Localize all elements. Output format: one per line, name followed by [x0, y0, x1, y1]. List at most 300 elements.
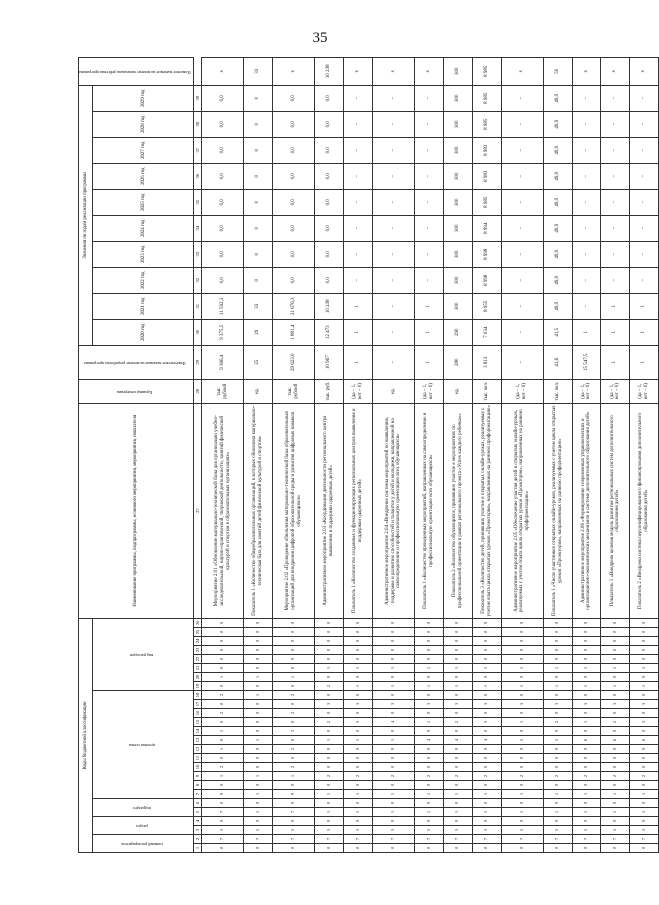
- units-cell: (да – 1, нет – 0): [601, 379, 630, 403]
- table-row: [315, 57, 344, 852]
- code-digit-cell: 0: [443, 709, 472, 718]
- code-digit-cell: 7: [501, 835, 543, 844]
- column-number: 25: [194, 628, 202, 637]
- year-value-cell: 1: [601, 319, 630, 345]
- code-digit-cell: 0: [415, 673, 444, 682]
- code-digit-cell: 0: [572, 799, 601, 808]
- code-digit-cell: 0: [315, 673, 344, 682]
- code-digit-cell: 0: [572, 817, 601, 826]
- code-digit-cell: 1: [601, 808, 630, 817]
- year-value-cell: –: [501, 319, 543, 345]
- code-digit-cell: 1: [572, 664, 601, 673]
- code-digit-cell: 1: [202, 772, 244, 781]
- code-digit-cell: 0: [501, 799, 543, 808]
- year-value-cell: –: [630, 137, 659, 163]
- column-number: 6: [194, 799, 202, 808]
- column-number: 20: [194, 673, 202, 682]
- code-digit-cell: 0: [273, 781, 315, 790]
- code-digit-cell: 0: [415, 709, 444, 718]
- column-number: 5: [194, 808, 202, 817]
- code-digit-cell: 1: [601, 664, 630, 673]
- code-digit-cell: 0: [501, 754, 543, 763]
- code-digit-cell: 5: [372, 826, 414, 835]
- year-value-cell: 0,0: [273, 267, 315, 293]
- table-row: [630, 57, 659, 852]
- code-digit-cell: 0: [630, 745, 659, 754]
- column-number: 32: [194, 267, 202, 293]
- code-digit-cell: 2: [415, 772, 444, 781]
- column-number: 7: [194, 790, 202, 799]
- year-value-cell: –: [344, 267, 373, 293]
- code-digit-cell: 7: [601, 835, 630, 844]
- code-digit-cell: 0: [344, 618, 373, 627]
- year-value-cell: –: [501, 85, 543, 111]
- code-digit-cell: 0: [601, 637, 630, 646]
- code-digit-cell: 7: [202, 808, 244, 817]
- code-digit-cell: 4: [372, 718, 414, 727]
- code-digit-cell: 0: [443, 763, 472, 772]
- code-digit-cell: 1: [315, 664, 344, 673]
- year-value-cell: –: [501, 163, 543, 189]
- column-number: 39: [194, 85, 202, 111]
- year-value-cell: 1: [415, 319, 444, 345]
- code-digit-cell: 2: [543, 772, 572, 781]
- code-digit-cell: 0: [372, 844, 414, 853]
- item-name-cell: Показатель 1 «Число участников открытых онлайн-уроков, реализуемых с учетом цикла открытых уроков «Проектория», направленных на раннюю профориентацию»: [543, 403, 572, 618]
- year-value-cell: –: [572, 111, 601, 137]
- code-digit-cell: 3: [572, 700, 601, 709]
- code-digit-cell: 0: [501, 781, 543, 790]
- code-digit-cell: 0: [344, 709, 373, 718]
- year-value-cell: –: [344, 215, 373, 241]
- code-digit-cell: 3: [372, 700, 414, 709]
- units-cell: ед.: [244, 379, 273, 403]
- code-digit-cell: 0: [501, 646, 543, 655]
- code-digit-cell: 0: [372, 763, 414, 772]
- item-name-cell: Показатель 1 «Количество созданных и функционирующих региональных центров выявления и поддержки одаренных детей»: [344, 403, 373, 618]
- code-digit-cell: 0: [273, 844, 315, 853]
- year-header: 2027 год: [93, 137, 194, 163]
- code-digit-cell: 0: [630, 817, 659, 826]
- column-number: 11: [194, 754, 202, 763]
- year-value-cell: –: [344, 241, 373, 267]
- code-digit-cell: 1: [472, 790, 501, 799]
- code-digit-cell: 0: [244, 646, 273, 655]
- code-digit-cell: 0: [244, 763, 273, 772]
- table-row: [572, 57, 601, 852]
- code-digit-cell: 1: [244, 736, 273, 745]
- code-digit-cell: 2: [315, 772, 344, 781]
- year-value-cell: 0,0: [202, 137, 244, 163]
- code-digit-cell: 1: [202, 727, 244, 736]
- code-digit-cell: 0: [202, 718, 244, 727]
- code-digit-cell: 1: [344, 790, 373, 799]
- code-digit-cell: 1: [244, 808, 273, 817]
- code-digit-cell: 1: [601, 682, 630, 691]
- code-digit-cell: 9: [202, 790, 244, 799]
- code-digit-cell: 7: [543, 835, 572, 844]
- year-value-cell: 29: [244, 319, 273, 345]
- code-digit-cell: 0: [344, 727, 373, 736]
- code-digit-cell: 0: [472, 628, 501, 637]
- final-value-cell: 300: [443, 57, 472, 85]
- year-value-cell: –: [630, 111, 659, 137]
- year-value-cell: 300: [443, 85, 472, 111]
- code-digit-cell: 0: [415, 763, 444, 772]
- year-value-cell: 0: [244, 137, 273, 163]
- column-number: 19: [194, 682, 202, 691]
- units-column-header: Единица измерения: [79, 379, 194, 403]
- code-digit-cell: 0: [630, 709, 659, 718]
- budget-codes-header: Коды бюджетной классификации: [79, 618, 93, 852]
- code-digit-cell: 0: [630, 727, 659, 736]
- page-number: 35: [312, 30, 328, 46]
- code-digit-cell: 3: [273, 727, 315, 736]
- code-digit-cell: 0: [501, 637, 543, 646]
- code-digit-cell: 5: [601, 826, 630, 835]
- code-digit-cell: 0: [315, 745, 344, 754]
- code-digit-cell: 1: [572, 718, 601, 727]
- year-value-cell: 0: [244, 189, 273, 215]
- code-digit-cell: 0: [572, 618, 601, 627]
- year-value-cell: 0: [244, 215, 273, 241]
- base-cell: –: [372, 345, 414, 379]
- code-digit-cell: 2: [630, 772, 659, 781]
- code-digit-cell: 0: [372, 673, 414, 682]
- column-number: 3: [194, 826, 202, 835]
- table-row: [344, 57, 373, 852]
- code-digit-cell: 0: [501, 727, 543, 736]
- year-value-cell: 0,0: [273, 189, 315, 215]
- year-value-cell: –: [630, 163, 659, 189]
- code-digit-cell: 1: [415, 718, 444, 727]
- code-digit-cell: 6: [601, 736, 630, 745]
- year-value-cell: –: [572, 137, 601, 163]
- code-digit-cell: 0: [443, 691, 472, 700]
- item-name-cell: Показатель 1 «Внедрена целевая модель развития региональных систем дополнительного образования детей»: [601, 403, 630, 618]
- code-digit-cell: 0: [415, 646, 444, 655]
- column-number: 24: [194, 637, 202, 646]
- item-name-cell: Мероприятие 2.01 «Обновление материально-технической базы для организации учебно-исследовательской, научно-практической, творческой деятельности, занятий физической культурой и спортом в образовательных организациях»: [202, 403, 244, 618]
- code-digit-cell: 0: [244, 618, 273, 627]
- year-value-cell: 49,9: [543, 85, 572, 111]
- code-digit-cell: 0: [344, 844, 373, 853]
- code-digit-cell: 0: [244, 817, 273, 826]
- code-digit-cell: 0: [372, 727, 414, 736]
- year-value-cell: 8 983: [472, 137, 501, 163]
- final-value-cell: х: [572, 57, 601, 85]
- code-digit-cell: 3: [543, 700, 572, 709]
- code-digit-cell: 0: [372, 754, 414, 763]
- code-subheader: раздел: [93, 817, 194, 835]
- item-name-cell: Административное мероприятие 2.06 «Формирование современных управленческих и организационно-экономических механизмов в системе дополнительного образования детей»: [572, 403, 601, 618]
- code-digit-cell: 0: [472, 781, 501, 790]
- code-digit-cell: 0: [443, 799, 472, 808]
- units-cell: ед.: [372, 379, 414, 403]
- year-value-cell: 0,0: [315, 111, 344, 137]
- units-cell: тыс. чел.: [472, 379, 501, 403]
- final-value-cell: х: [415, 57, 444, 85]
- year-value-cell: –: [372, 215, 414, 241]
- code-digit-cell: 2: [273, 709, 315, 718]
- code-digit-cell: 0: [601, 618, 630, 627]
- column-number: 36: [194, 163, 202, 189]
- year-value-cell: 0,0: [273, 163, 315, 189]
- year-value-cell: –: [501, 215, 543, 241]
- column-number: 17: [194, 700, 202, 709]
- year-value-cell: 300: [443, 137, 472, 163]
- code-digit-cell: 0: [572, 754, 601, 763]
- code-digit-cell: 0: [315, 799, 344, 808]
- column-number: 9: [194, 772, 202, 781]
- base-cell: 25: [244, 345, 273, 379]
- column-number: 1: [194, 844, 202, 853]
- code-digit-cell: 6: [630, 736, 659, 745]
- code-digit-cell: 0: [315, 709, 344, 718]
- year-value-cell: –: [372, 111, 414, 137]
- code-digit-cell: 0: [472, 637, 501, 646]
- code-digit-cell: 1: [415, 664, 444, 673]
- year-value-cell: 7 034: [472, 319, 501, 345]
- code-digit-cell: 0: [202, 664, 244, 673]
- item-name-cell: Показатель 2 «Внедрена система персонифицированного финансирования дополнительного образования детей»: [630, 403, 659, 618]
- year-value-cell: 0,0: [273, 85, 315, 111]
- code-digit-cell: 0: [543, 618, 572, 627]
- code-digit-cell: 0: [315, 781, 344, 790]
- year-value-cell: 41,5: [543, 319, 572, 345]
- final-value-cell: х: [202, 57, 244, 85]
- code-subheader: вид расходов: [93, 618, 194, 690]
- code-digit-cell: 3: [344, 700, 373, 709]
- year-value-cell: –: [501, 111, 543, 137]
- code-digit-cell: 1: [244, 772, 273, 781]
- year-value-cell: 49,9: [543, 241, 572, 267]
- code-digit-cell: 0: [244, 799, 273, 808]
- code-digit-cell: 0: [601, 745, 630, 754]
- year-value-cell: 0: [244, 85, 273, 111]
- final-value-cell: х: [273, 57, 315, 85]
- year-value-cell: 1 881,4: [273, 319, 315, 345]
- item-name-cell: Административное мероприятие 2.05 «Обеспечение участия детей в открытых онлайн-уроках, реализуемых с учетом опыта цикла открытых уроков «Проектория», направленных на раннюю профориентацию»: [501, 403, 543, 618]
- code-digit-cell: 0: [344, 628, 373, 637]
- code-digit-cell: 0: [372, 637, 414, 646]
- code-digit-cell: 3: [344, 718, 373, 727]
- code-digit-cell: 0: [601, 844, 630, 853]
- code-digit-cell: 0: [572, 691, 601, 700]
- code-digit-cell: 0: [501, 673, 543, 682]
- code-digit-cell: 0: [443, 817, 472, 826]
- code-digit-cell: 0: [601, 781, 630, 790]
- code-digit-cell: 7: [202, 835, 244, 844]
- year-header: 2029 год: [93, 85, 194, 111]
- year-value-cell: 49,9: [543, 137, 572, 163]
- year-value-cell: 8 983: [472, 163, 501, 189]
- code-digit-cell: 2: [443, 718, 472, 727]
- year-value-cell: 0,0: [202, 163, 244, 189]
- year-value-cell: –: [372, 319, 414, 345]
- code-digit-cell: 0: [501, 618, 543, 627]
- code-digit-cell: 1: [344, 682, 373, 691]
- year-value-cell: 0,0: [315, 267, 344, 293]
- code-digit-cell: 0: [472, 763, 501, 772]
- column-number: 35: [194, 189, 202, 215]
- table-row: [202, 57, 244, 852]
- units-cell: тыс. руб.: [315, 379, 344, 403]
- code-digit-cell: 3: [443, 700, 472, 709]
- base-cell: 15 547,5: [572, 345, 601, 379]
- code-digit-cell: 1: [601, 790, 630, 799]
- code-digit-cell: 0: [372, 618, 414, 627]
- base-cell: 9 366,4: [202, 345, 244, 379]
- column-number: 22: [194, 655, 202, 664]
- code-digit-cell: 0: [273, 637, 315, 646]
- table-row: [543, 57, 572, 852]
- code-subheader: главный распорядитель: [93, 835, 194, 853]
- final-value-cell: х: [344, 57, 373, 85]
- code-digit-cell: 1: [372, 790, 414, 799]
- code-digit-cell: 0: [630, 628, 659, 637]
- year-value-cell: 300: [443, 293, 472, 319]
- code-digit-cell: 0: [543, 646, 572, 655]
- year-value-cell: –: [372, 189, 414, 215]
- code-digit-cell: 1: [443, 682, 472, 691]
- base-cell: 29 623,0: [273, 345, 315, 379]
- code-digit-cell: 0: [630, 781, 659, 790]
- code-digit-cell: 1: [202, 673, 244, 682]
- code-digit-cell: 1: [443, 808, 472, 817]
- code-digit-cell: 0: [630, 763, 659, 772]
- code-digit-cell: 0: [273, 646, 315, 655]
- code-digit-cell: 0: [601, 646, 630, 655]
- code-digit-cell: 0: [244, 781, 273, 790]
- year-value-cell: 11 592,3: [202, 293, 244, 319]
- column-number: 33: [194, 241, 202, 267]
- code-digit-cell: 0: [344, 646, 373, 655]
- column-number: 30: [194, 319, 202, 345]
- code-digit-cell: 0: [572, 727, 601, 736]
- code-digit-cell: 0: [202, 655, 244, 664]
- code-digit-cell: 0: [315, 637, 344, 646]
- code-digit-cell: 0: [315, 763, 344, 772]
- code-digit-cell: 2: [315, 718, 344, 727]
- table-row: [372, 57, 414, 852]
- year-value-cell: 0,0: [273, 241, 315, 267]
- code-digit-cell: 0: [415, 799, 444, 808]
- code-digit-cell: 0: [273, 799, 315, 808]
- code-digit-cell: 0: [315, 655, 344, 664]
- code-digit-cell: 0: [202, 736, 244, 745]
- code-digit-cell: 2: [273, 763, 315, 772]
- year-value-cell: –: [372, 241, 414, 267]
- code-digit-cell: 6: [572, 736, 601, 745]
- year-value-cell: –: [572, 189, 601, 215]
- code-digit-cell: 1: [630, 808, 659, 817]
- code-digit-cell: 0: [572, 655, 601, 664]
- code-digit-cell: 2: [472, 772, 501, 781]
- code-digit-cell: 0: [372, 691, 414, 700]
- column-number: 15: [194, 718, 202, 727]
- code-digit-cell: 0: [244, 754, 273, 763]
- code-digit-cell: 1: [630, 682, 659, 691]
- code-digit-cell: 7: [572, 835, 601, 844]
- code-digit-cell: 0: [601, 709, 630, 718]
- code-digit-cell: 0: [472, 618, 501, 627]
- year-value-cell: 0,0: [315, 241, 344, 267]
- code-digit-cell: 2: [501, 772, 543, 781]
- code-digit-cell: 0: [315, 817, 344, 826]
- year-value-cell: 0,0: [202, 111, 244, 137]
- code-digit-cell: 0: [630, 754, 659, 763]
- column-number: 21: [194, 664, 202, 673]
- year-header: 2025 год: [93, 189, 194, 215]
- code-digit-cell: 1: [244, 691, 273, 700]
- code-digit-cell: 0: [415, 817, 444, 826]
- code-digit-cell: 0: [630, 618, 659, 627]
- code-digit-cell: 0: [543, 781, 572, 790]
- code-digit-cell: 0: [315, 618, 344, 627]
- year-value-cell: 0,0: [202, 189, 244, 215]
- year-value-cell: –: [601, 215, 630, 241]
- code-subheader: целевая статья: [93, 691, 194, 799]
- year-value-cell: 49,9: [543, 111, 572, 137]
- code-digit-cell: 0: [630, 844, 659, 853]
- year-value-cell: –: [630, 215, 659, 241]
- units-cell: тыс. чел.: [543, 379, 572, 403]
- column-number: 13: [194, 736, 202, 745]
- base-cell: –: [501, 345, 543, 379]
- code-digit-cell: 0: [372, 781, 414, 790]
- code-digit-cell: 0: [372, 628, 414, 637]
- year-value-cell: –: [601, 111, 630, 137]
- base-cell: 1: [344, 345, 373, 379]
- year-value-cell: 0,0: [273, 137, 315, 163]
- code-digit-cell: 1: [415, 682, 444, 691]
- code-digit-cell: 7: [415, 835, 444, 844]
- code-digit-cell: 5: [572, 826, 601, 835]
- code-digit-cell: 0: [443, 727, 472, 736]
- code-digit-cell: 7: [273, 835, 315, 844]
- code-subheader: подраздел: [93, 799, 194, 817]
- year-value-cell: 8 998: [472, 241, 501, 267]
- code-digit-cell: 4: [443, 736, 472, 745]
- code-digit-cell: 5: [472, 826, 501, 835]
- column-number: 26: [194, 618, 202, 627]
- code-digit-cell: 5: [415, 826, 444, 835]
- final-value-cell: х: [630, 57, 659, 85]
- year-value-cell: 0,0: [315, 85, 344, 111]
- year-value-cell: –: [344, 189, 373, 215]
- base-cell: 1: [601, 345, 630, 379]
- year-value-cell: 49,9: [543, 267, 572, 293]
- code-digit-cell: 0: [415, 628, 444, 637]
- code-digit-cell: 7: [372, 835, 414, 844]
- year-value-cell: 0,0: [273, 215, 315, 241]
- code-digit-cell: 0: [415, 637, 444, 646]
- year-value-cell: 0,0: [273, 111, 315, 137]
- code-digit-cell: 0: [273, 655, 315, 664]
- final-value-column-header: Плановое значение на момент окончания действия программы: [79, 57, 194, 85]
- code-digit-cell: 2: [273, 691, 315, 700]
- column-number: 2: [194, 835, 202, 844]
- code-digit-cell: 2: [202, 691, 244, 700]
- code-digit-cell: 0: [415, 618, 444, 627]
- column-number: 37: [194, 137, 202, 163]
- code-digit-cell: 4: [472, 736, 501, 745]
- year-value-cell: 300: [443, 111, 472, 137]
- year-value-cell: –: [372, 85, 414, 111]
- item-name-cell: Показатель 2 «Количество обучающихся, принявших участие в мероприятиях по профессиональной ориентации в рамках регионального проекта «Успех каждого ребенка»»: [443, 403, 472, 618]
- year-value-cell: 9 375,5: [202, 319, 244, 345]
